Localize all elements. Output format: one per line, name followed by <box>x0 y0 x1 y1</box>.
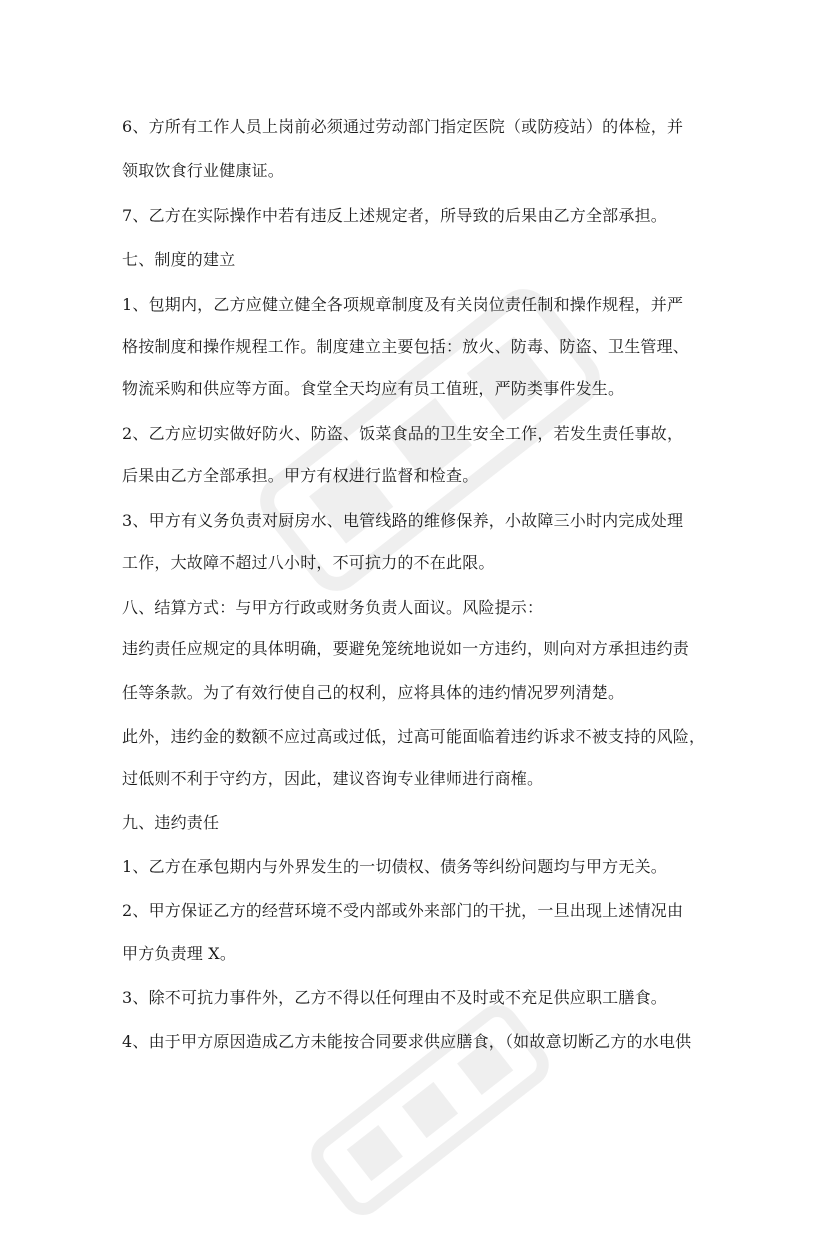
text-line: 6、方所有工作人员上岗前必须通过劳动部门指定医院（或防疫站）的体检，并 <box>122 117 684 136</box>
text-line: 3、甲方有义务负责对厨房水、电管线路的维修保养，小故障三小时内完成处理 <box>122 511 684 530</box>
text-line: 格按制度和操作规程工作。制度建立主要包括：放火、防毒、防盗、卫生管理、 <box>122 337 690 356</box>
text-line: 3、除不可抗力事件外，乙方不得以任何理由不及时或不充足供应职工膳食。 <box>122 988 667 1007</box>
text-line: 1、乙方在承包期内与外界发生的一切债权、债务等纠纷问题均与甲方无关。 <box>122 857 667 876</box>
section-8-heading: 八、结算方式：与甲方行政或财务负责人面议。风险提示： <box>122 598 544 617</box>
text-line: 物流采购和供应等方面。食堂全天均应有员工值班，严防类事件发生。 <box>122 379 625 398</box>
watermark-icon <box>284 975 575 1245</box>
text-line: 后果由乙方全部承担。甲方有权进行监督和检查。 <box>122 466 479 485</box>
text-line: 过低则不利于守约方，因此，建议咨询专业律师进行商榷。 <box>122 769 544 788</box>
text-line: 违约责任应规定的具体明确，要避免笼统地说如一方违约，则向对方承担违约责 <box>122 639 690 658</box>
section-7-heading: 七、制度的建立 <box>122 250 236 269</box>
text-line: 2、乙方应切实做好防火、防盗、饭菜食品的卫生安全工作，若发生责任事故， <box>122 424 684 443</box>
text-line: 1、包期内，乙方应健立健全各项规章制度及有关岗位责任制和操作规程，并严 <box>122 295 684 314</box>
text-line: 领取饮食行业健康证。 <box>122 161 285 180</box>
text-line: 工作，大故障不超过八小时，不可抗力的不在此限。 <box>122 553 495 572</box>
text-line: 2、甲方保证乙方的经营环境不受内部或外来部门的干扰，一旦出现上述情况由 <box>122 901 684 920</box>
text-line: 甲方负责理 X。 <box>122 944 237 963</box>
text-line: 任等条款。为了有效行使自己的权利，应将具体的违约情况罗列清楚。 <box>122 683 625 702</box>
text-line: 此外，违约金的数额不应过高或过低，过高可能面临着违约诉求不被支持的风险， <box>122 727 706 746</box>
section-9-heading: 九、违约责任 <box>122 813 220 832</box>
text-line: 4、由于甲方原因造成乙方未能按合同要求供应膳食，（如故意切断乙方的水电供 <box>122 1032 692 1051</box>
text-line: 7、乙方在实际操作中若有违反上述规定者，所导致的后果由乙方全部承担。 <box>122 206 667 225</box>
